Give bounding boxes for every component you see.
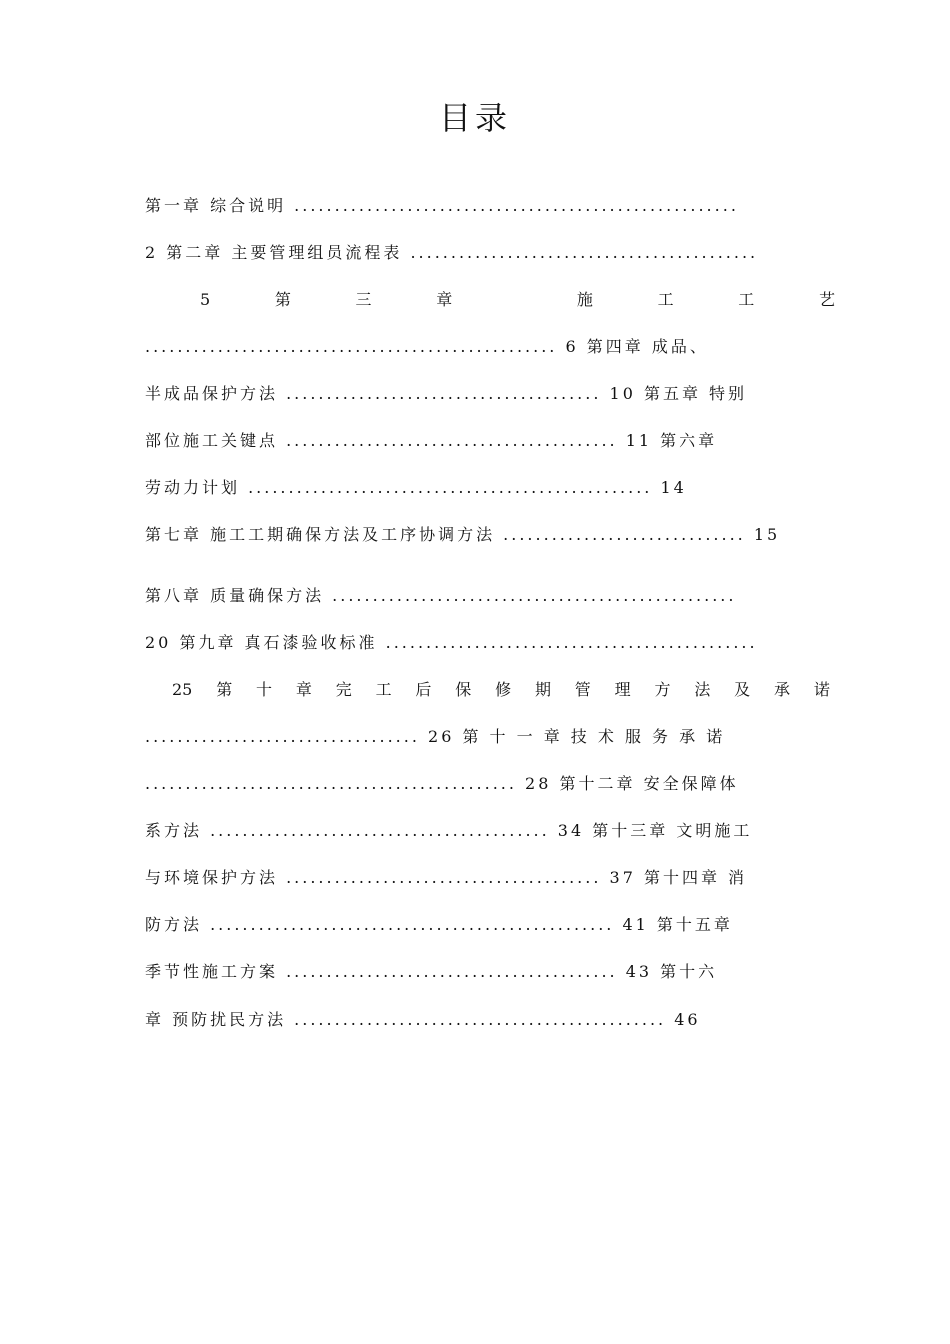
toc-word: 法 xyxy=(694,680,711,699)
toc-word: 后 xyxy=(415,680,432,699)
toc-word: 承 xyxy=(774,680,791,699)
toc-word: 保 xyxy=(455,680,472,699)
toc-line-spread xyxy=(200,288,835,312)
toc-word: 25 xyxy=(172,680,193,699)
toc-line: .................................. 26 第 十 一 章 技 术 服 务 承 诺 xyxy=(145,727,726,746)
toc-word: 施 xyxy=(576,290,593,309)
toc-word: 三 xyxy=(355,290,372,309)
toc-line: 第八章 质量确保方法 .................................................. xyxy=(145,586,737,605)
toc-word: 第 xyxy=(274,290,291,309)
toc-word: 诺 xyxy=(813,680,830,699)
toc-word: 5 xyxy=(200,290,211,309)
toc-line: 半成品保护方法 ....................................... 10 第五章 特别 xyxy=(145,384,748,403)
toc-word: 期 xyxy=(534,680,551,699)
toc-word: 方 xyxy=(654,680,671,699)
toc-word: 工 xyxy=(375,680,392,699)
page-title: 目录 xyxy=(438,99,511,137)
toc-word: 章 xyxy=(436,290,453,309)
toc-word: 理 xyxy=(614,680,631,699)
toc-line: 劳动力计划 .................................................. 14 xyxy=(145,478,687,497)
toc-line: 与环境保护方法 ....................................... 37 第十四章 消 xyxy=(145,868,748,887)
toc-word: 章 xyxy=(295,680,312,699)
toc-word: 修 xyxy=(495,680,512,699)
toc-word: 工 xyxy=(738,290,755,309)
toc-line: 20 第九章 真石漆验收标准 .............................................. xyxy=(145,633,758,652)
toc-line: 第一章 综合说明 ....................................................... xyxy=(145,196,739,215)
toc-word: 完 xyxy=(335,680,352,699)
toc-line: 章 预防扰民方法 .............................................. 46 xyxy=(145,1010,701,1029)
toc-line: 部位施工关键点 ......................................... 11 第六章 xyxy=(145,431,718,450)
toc-word: 及 xyxy=(734,680,751,699)
toc-word: 管 xyxy=(574,680,591,699)
toc-word: 十 xyxy=(256,680,273,699)
toc-line-spread xyxy=(172,678,830,702)
toc-word: 艺 xyxy=(818,290,835,309)
toc-line: .............................................. 28 第十二章 安全保障体 xyxy=(145,774,739,793)
toc-line: 季节性施工方案 ......................................... 43 第十六 xyxy=(145,962,718,981)
toc-line: 防方法 .................................................. 41 第十五章 xyxy=(145,915,733,934)
toc-line: 第七章 施工工期确保方法及工序协调方法 .............................. 15 xyxy=(145,525,781,544)
toc-word: 第 xyxy=(216,680,233,699)
toc-line: 系方法 .......................................... 34 第十三章 文明施工 xyxy=(145,821,753,840)
toc-line: ................................................... 6 第四章 成品、 xyxy=(145,337,709,356)
toc-word: 工 xyxy=(657,290,674,309)
toc-line: 2 第二章 主要管理组员流程表 ........................................... xyxy=(145,243,759,262)
